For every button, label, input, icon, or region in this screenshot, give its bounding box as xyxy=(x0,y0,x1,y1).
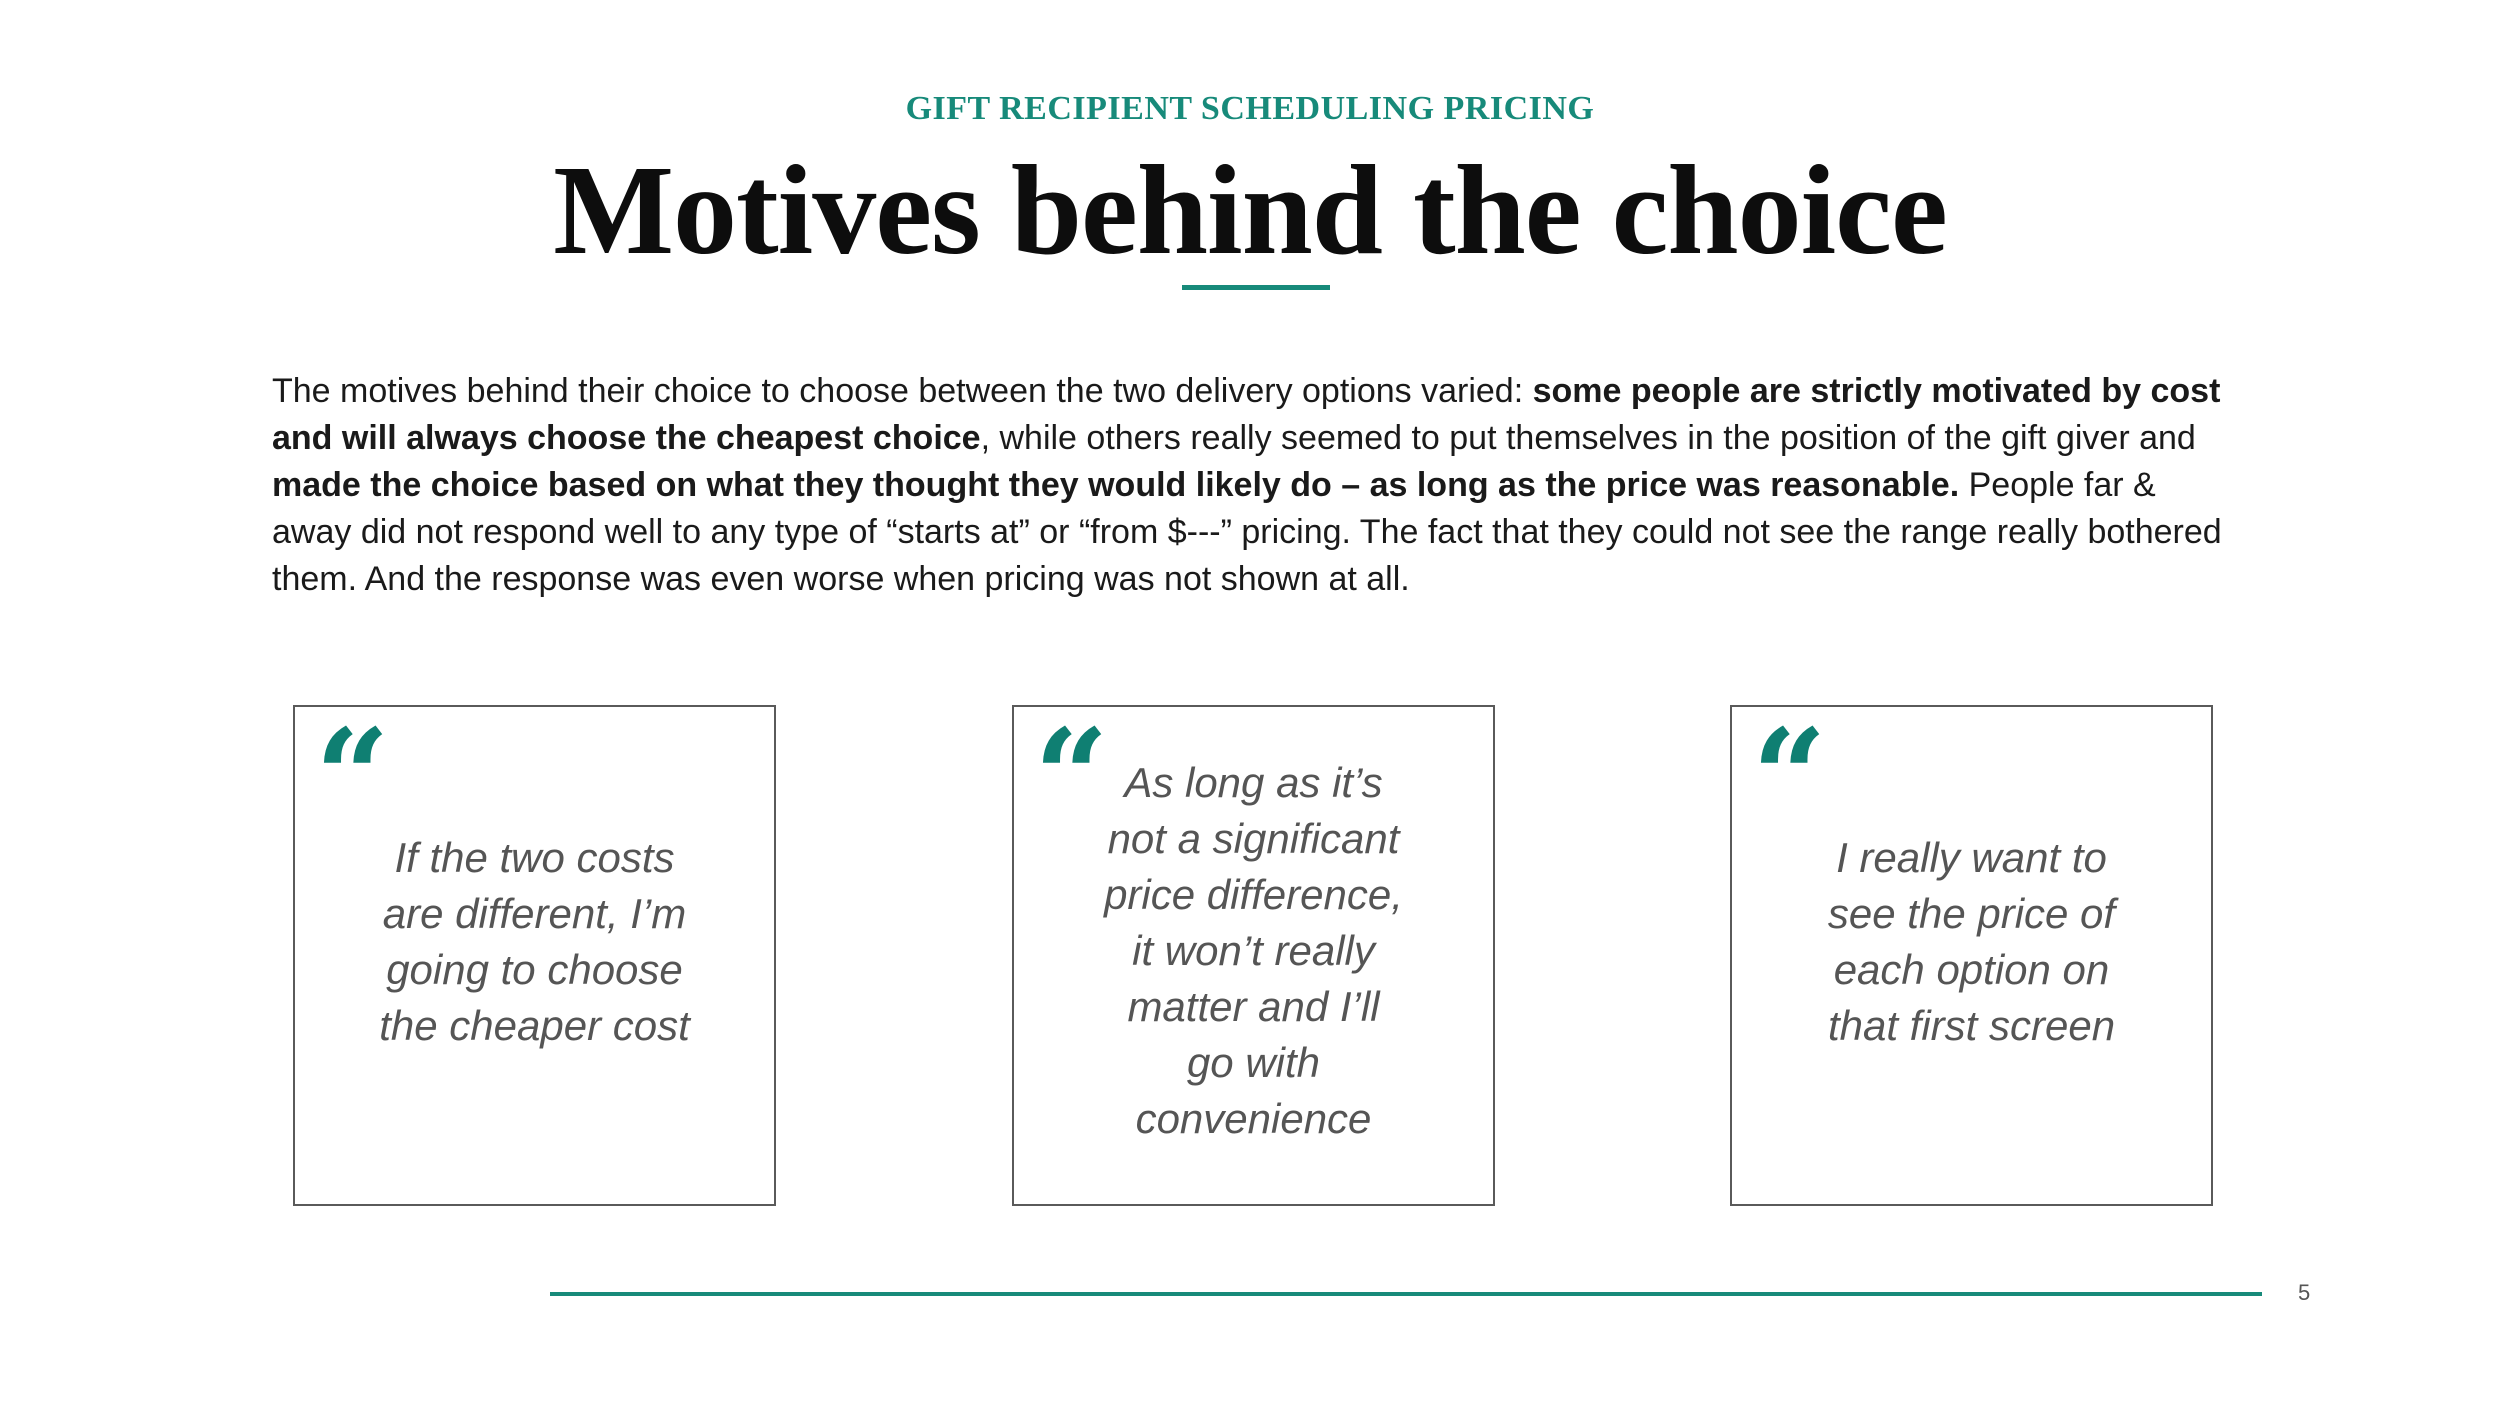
page-number: 5 xyxy=(2298,1280,2311,1305)
quote-text: If the two costs are different, I’m going to choose the cheaper cost xyxy=(379,833,690,1049)
quote-card xyxy=(1730,700,2213,1206)
body-bold-1: some people are strictly motivated by cost and will always choose the cheapest choice xyxy=(272,372,2221,457)
quote-card xyxy=(293,700,776,1206)
slide-title: Motives behind the choice xyxy=(553,139,1947,281)
quote-mark-icon: “ xyxy=(1752,700,1823,853)
body-text-1: The motives behind their choice to choose between the two delivery options varied: xyxy=(272,372,1533,410)
slide-eyebrow: GIFT RECIPIENT SCHEDULING PRICING xyxy=(905,90,1595,127)
body-text-2: , while others really seemed to put themselves in the position of the gift giver and xyxy=(980,419,2196,457)
title-underline xyxy=(1182,285,1330,290)
quote-mark-icon: “ xyxy=(315,700,386,853)
footer-divider xyxy=(550,1292,2262,1296)
quote-card xyxy=(1012,700,1495,1206)
body-paragraph xyxy=(272,368,2232,603)
body-text-3: People far & away did not respond well to any type of “starts at” or “from $---” pricing. The fact that they could not see the range really bothered them. And the response was even worse when pricing was not shown at all. xyxy=(272,466,2222,598)
quote-mark-icon: “ xyxy=(1034,700,1105,853)
body-bold-2: made the choice based on what they thought they would likely do – as long as the price was reasonable. xyxy=(272,466,1960,504)
quote-text: As long as it’s not a significant price difference, it won’t really matter and I’ll go with convenience xyxy=(1104,758,1403,1142)
quote-text: I really want to see the price of each option on that first screen xyxy=(1827,833,2116,1049)
